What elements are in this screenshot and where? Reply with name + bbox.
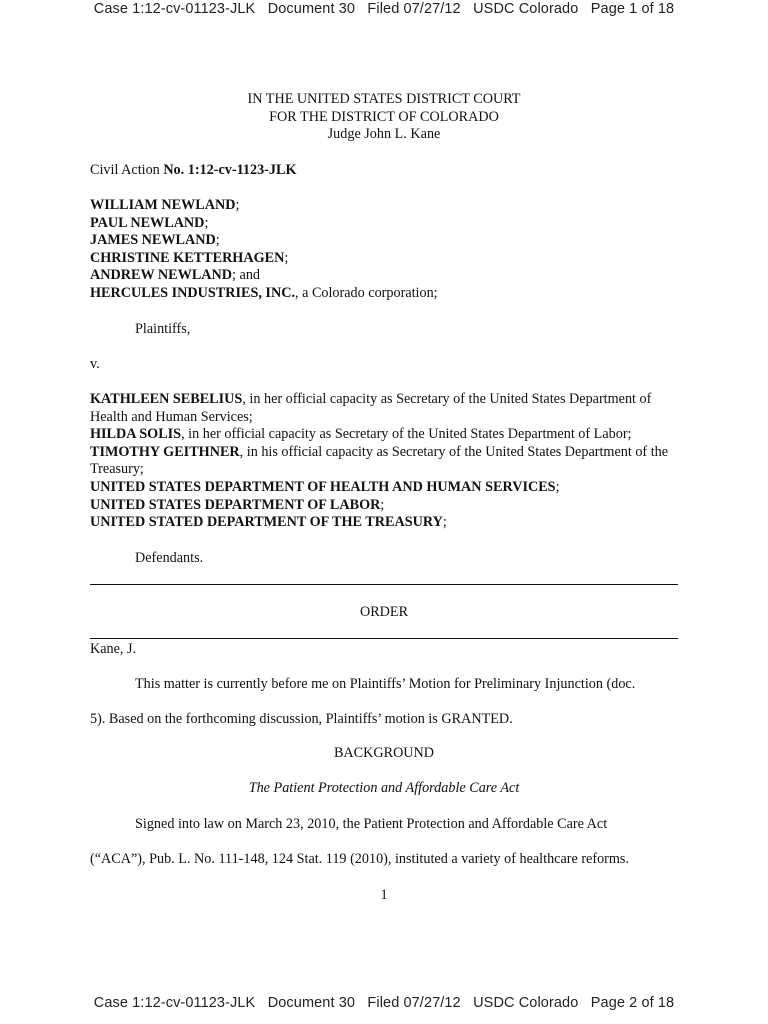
heading-background: BACKGROUND <box>333 745 435 761</box>
party-name: PAUL NEWLAND <box>90 214 205 231</box>
plaintiff-entry <box>90 232 678 250</box>
party-name: UNITED STATED DEPARTMENT OF THE TREASURY <box>90 514 443 531</box>
author: Kane, J. <box>90 641 137 657</box>
defendant-entry <box>90 391 678 426</box>
court-district: FOR THE DISTRICT OF COLORADO <box>269 108 499 125</box>
party-suffix: , in her official capacity as Secretary of the United States Department of Labor; <box>181 426 632 443</box>
versus: v. <box>90 356 100 372</box>
plaintiffs-label: Plaintiffs, <box>135 321 191 337</box>
court-name: IN THE UNITED STATES DISTRICT COURT <box>247 91 521 107</box>
party-suffix: ; <box>215 232 220 249</box>
party-suffix: ; <box>442 514 447 531</box>
civil-action-prefix: Civil Action <box>90 162 164 178</box>
party-suffix: ; <box>204 214 209 231</box>
header-stamp: Case 1:12-cv-01123-JLK Document 30 Filed 07/27/12 USDC Colorado Page 1 of 18 <box>93 1 675 17</box>
paragraph-1-line-1: This matter is currently before me on Plaintiffs’ Motion for Preliminary Injunction (doc. <box>135 676 636 692</box>
plaintiff-entry <box>90 215 678 233</box>
party-suffix: , in his official capacity as Secretary of the United States Department of the Treasury; <box>90 443 669 478</box>
party-suffix: ; <box>284 249 289 266</box>
page-number: 1 <box>380 887 388 903</box>
party-name: CHRISTINE KETTERHAGEN <box>90 249 285 266</box>
divider-top <box>90 584 678 585</box>
party-name: HERCULES INDUSTRIES, INC. <box>90 284 295 301</box>
defendant-entry <box>90 426 678 444</box>
court-caption <box>90 91 678 144</box>
plaintiffs-list <box>90 197 678 303</box>
order-title: ORDER <box>359 604 409 620</box>
plaintiff-entry <box>90 267 678 285</box>
defendant-entry <box>90 479 678 497</box>
party-suffix: ; <box>235 197 240 213</box>
party-name: UNITED STATES DEPARTMENT OF LABOR <box>90 496 381 513</box>
party-suffix: , a Colorado corporation; <box>295 284 438 301</box>
party-suffix: ; <box>555 478 560 495</box>
footer-stamp: Case 1:12-cv-01123-JLK Document 30 Filed 07/27/12 USDC Colorado Page 2 of 18 <box>93 995 675 1011</box>
party-name: ANDREW NEWLAND <box>90 267 233 284</box>
party-suffix: ; and <box>232 267 261 284</box>
party-name: UNITED STATES DEPARTMENT OF HEALTH AND HUMAN SERVICES <box>90 478 556 495</box>
paragraph-1-line-2: 5). Based on the forthcoming discussion, Plaintiffs’ motion is GRANTED. <box>90 711 513 727</box>
party-suffix: , in her official capacity as Secretary of the United States Department of Health and Human Services; <box>90 391 652 425</box>
civil-action <box>90 162 678 180</box>
party-name: KATHLEEN SEBELIUS <box>90 391 243 407</box>
subheading: The Patient Protection and Affordable Care Act <box>248 780 520 796</box>
defendants-label: Defendants. <box>135 550 204 566</box>
party-name: WILLIAM NEWLAND <box>90 197 236 213</box>
plaintiff-entry <box>90 250 678 268</box>
divider-bottom <box>90 638 678 639</box>
party-name: JAMES NEWLAND <box>90 232 216 249</box>
paragraph-2-line-2: (“ACA”), Pub. L. No. 111-148, 124 Stat. 119 (2010), instituted a variety of healthcare reforms. <box>90 851 629 867</box>
party-name: HILDA SOLIS <box>90 426 182 443</box>
plaintiff-entry <box>90 197 678 215</box>
paragraph-2-line-1: Signed into law on March 23, 2010, the Patient Protection and Affordable Care Act <box>135 816 608 832</box>
judge-name: Judge John L. Kane <box>327 126 441 143</box>
defendants-list <box>90 391 678 532</box>
party-name: TIMOTHY GEITHNER <box>90 443 240 460</box>
party-suffix: ; <box>380 496 385 513</box>
defendant-entry <box>90 444 678 479</box>
plaintiff-entry <box>90 285 678 303</box>
defendant-entry <box>90 497 678 515</box>
civil-action-number: No. 1:12-cv-1123-JLK <box>163 162 297 178</box>
defendant-entry <box>90 514 678 532</box>
